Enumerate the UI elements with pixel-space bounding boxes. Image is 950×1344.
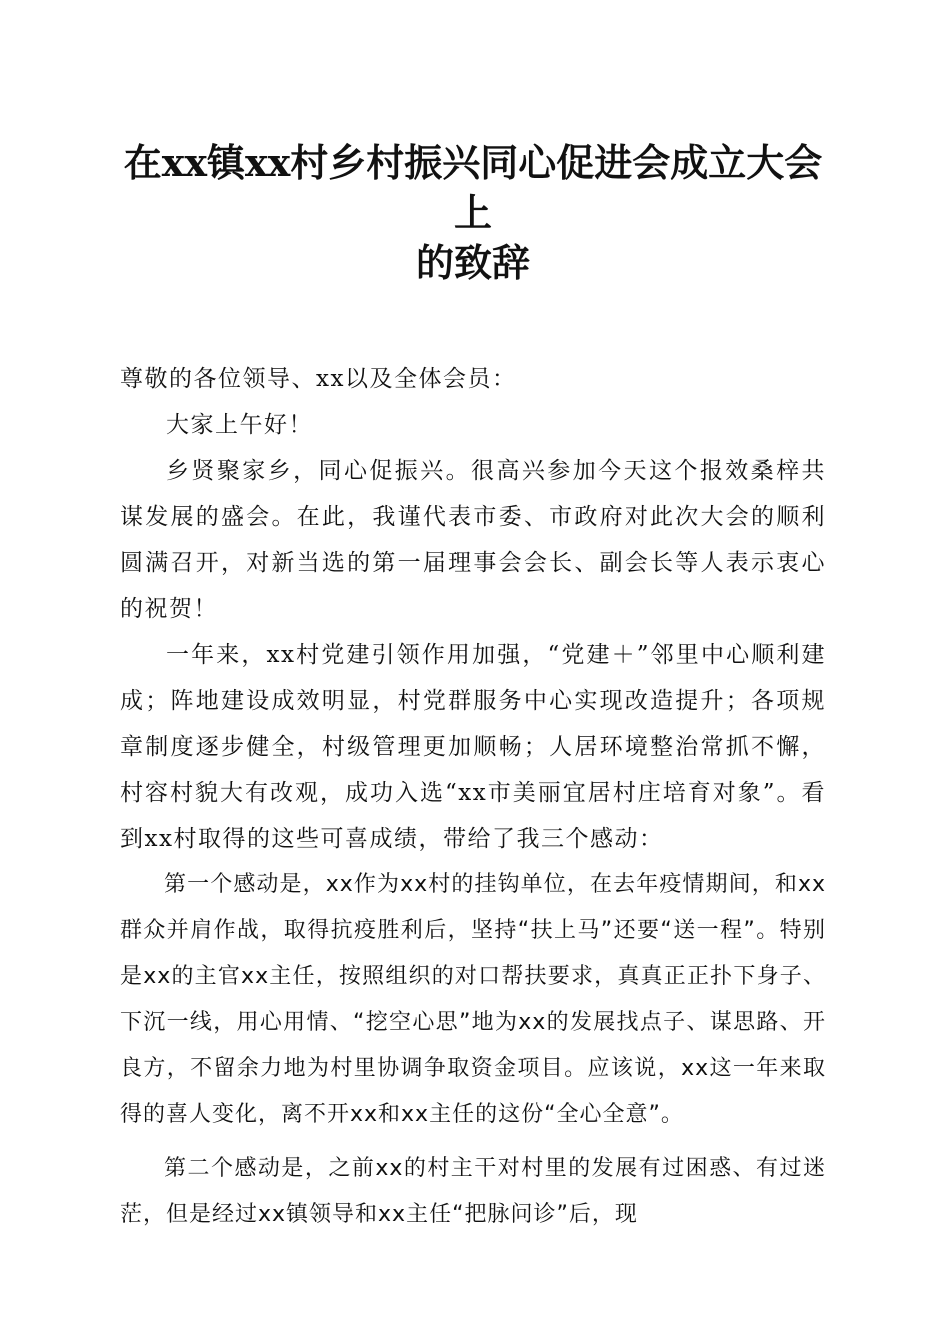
paragraph-achievements: 一年来，xx村党建引领作用加强，“党建＋”邻里中心顺利建成；阵地建设成效明显，村党群服务中心实现改造提升；各项规章制度逐步健全，村级管理更加顺畅；人居环境整治常抓不懈，村容村貌大有改观，成功入选“xx市美丽宜居村庄培育对象”。看到xx村取得的这些可喜成绩，带给了我三个感动：: [120, 642, 826, 852]
paragraph-second-moved: 第二个感动是，之前xx的村主干对村里的发展有过困惑、有过迷茫，但是经过xx镇领导和xx主任“把脉问诊”后，现: [120, 1156, 826, 1227]
paragraph-first-moved: 第一个感动是，xx作为xx村的挂钩单位，在去年疫情期间，和xx群众并肩作战，取得抗疫胜利后，坚持“扶上马”还要“送一程”。特别是xx的主官xx主任，按照组织的对口帮扶要求，真真正正扑下身子、下沉一线，用心用情、“挖空心思”地为xx的发展找点子、谋思路、开良方，不留余力地为村里协调争取资金项目。应该说，xx这一年来取得的喜人变化，离不开xx和xx主任的这份“全心全意”。: [120, 872, 826, 1127]
title-line-1: 在xx镇xx村乡村振兴同心促进会成立大会上: [123, 140, 823, 235]
salutation: 尊敬的各位领导、xx以及全体会员：: [120, 366, 517, 392]
document-title: [120, 138, 826, 288]
title-line-2: 的致辞: [415, 240, 530, 285]
paragraph-intro: 乡贤聚家乡，同心促振兴。很高兴参加今天这个报效桑梓共谋发展的盛会。在此，我谨代表市委、市政府对此次大会的顺利圆满召开，对新当选的第一届理事会会长、副会长等人表示衷心的祝贺！: [120, 458, 826, 622]
paragraph-greeting: 大家上午好！: [166, 412, 313, 438]
document-body: [120, 356, 826, 1238]
